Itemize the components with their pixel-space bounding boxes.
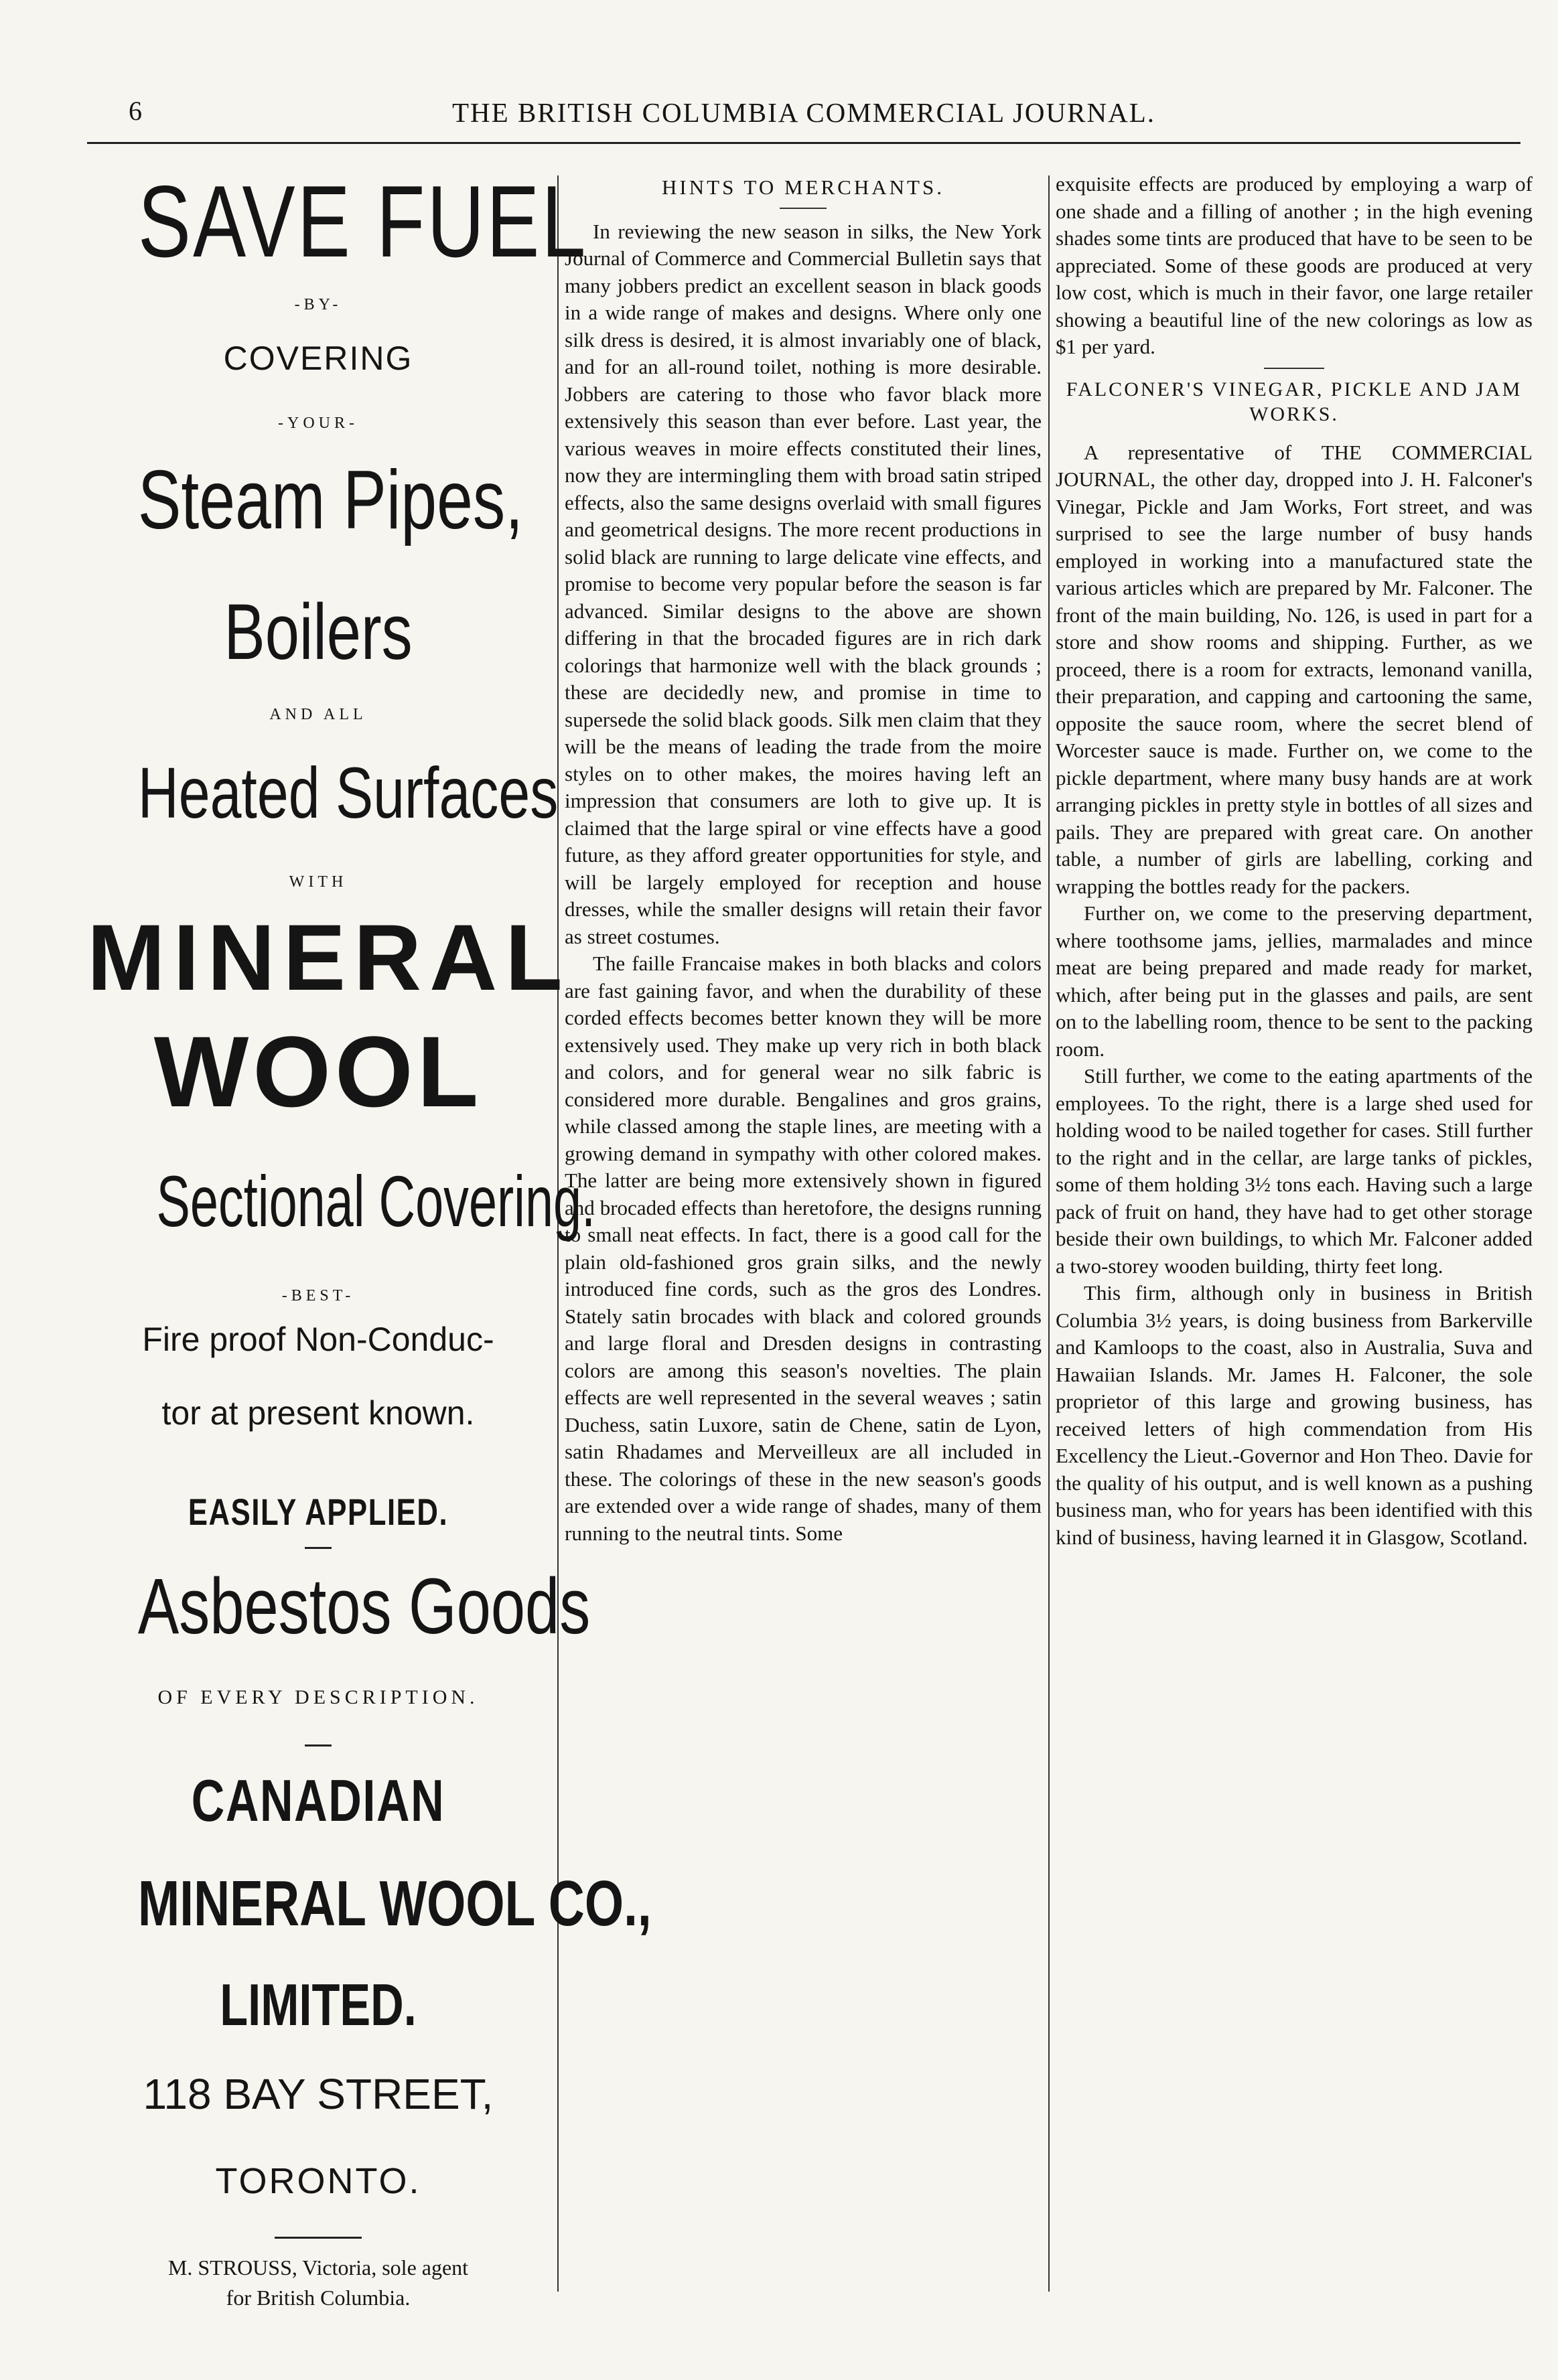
ad-asbestos-goods: Asbestos Goods <box>137 1562 591 1651</box>
ad-agent-line1: M. STROUSS, Victoria, sole agent <box>167 2255 469 2280</box>
hints-title: HINTS TO MERCHANTS. <box>662 175 944 199</box>
ad-city: TORONTO. <box>215 2161 421 2201</box>
ad-wool: WOOL <box>153 1015 483 1128</box>
falconer-paragraph: A representative of THE COMMERCIAL JOURNAL, the other day, dropped into J. H. Falconer's Vinegar, Pickle and Jam Works, Fort street, and was surprised to see the large number of busy hands employed in working into a manufactured state the various articles which are prepared by Mr. Falconer. The front of the main building, No. 126, is used in part for a store and show rooms and shipping. Further, as we proceed, there is a room for extracts, lemonand vanilla, their preparation, and capping and cartooning the same, opposite the sauce room, where the secret blend of Worcester sauce is made. Further on, we come to the pickle department, where many busy hands are at work arranging pickles in pretty style in bottles of all sizes and pails. They are prepared with great care. On another table, a number of girls are labelling, corking and wrapping the bottles ready for the packers. <box>1056 440 1533 898</box>
article-separator <box>1264 368 1324 369</box>
ad-dash-1 <box>305 1547 332 1549</box>
ad-mineral: MINERAL <box>87 905 571 1010</box>
journal-title: THE BRITISH COLUMBIA COMMERCIAL JOURNAL. <box>452 97 1155 128</box>
ad-boilers: Boilers <box>224 588 413 676</box>
ad-sectional-covering: Sectional Covering. <box>156 1161 596 1242</box>
ad-fireproof-line2: tor at present known. <box>161 1394 475 1432</box>
ad-steam-pipes: Steam Pipes, <box>137 454 524 546</box>
falconer-paragraph: Further on, we come to the preserving department, where toothsome jams, jellies, marmalades and mince meat are being prepared and made ready for market, which, after being put in the glasses and pails, are sent on to the labelling room, thence to be sent to the packing room. <box>1056 901 1533 1061</box>
ad-heated-surfaces: Heated Surfaces <box>137 752 559 833</box>
falconer-paragraph: This firm, although only in business in British Columbia 3½ years, is doing business from Barkerville and Kamloops to the coast, also in Australia, Suva and Hawaiian Islands. Mr. James H. Falconer, the sole proprietor of this large and growing business, has received letters of high commendation from His Excellency the Lieut.-Governor and Hon Theo. Davie for the quality of his output, and is well known as a pushing business man, who for years has been identified with this kind of business, having learned it in Glasgow, Scotland. <box>1056 1281 1533 1549</box>
ad-your: -YOUR- <box>278 415 358 432</box>
ad-mineral-wool-co: MINERAL WOOL CO., <box>137 1868 652 1939</box>
ad-canadian: CANADIAN <box>191 1767 445 1834</box>
hints-paragraph: In reviewing the new season in silks, the New York Journal of Commerce and Commercial Bulletin says that many jobbers predict an excellent season in black goods in a wide range of makes and designs. Where only one silk dress is desired, it is almost invariably one of black, and for an all-round toilet, nothing is more desirable. Jobbers are catering to those who favor black more extensively this season than ever before. Last year, the various weaves in moire effects constituted their lines, now they are intermingling them with broad satin striped effects, also the same designs overlaid with small figures and geometrical designs. The more recent productions in solid black are running to large delicate vine effects, and promise to become very popular before the season is far advanced. Similar designs to the above are shown differing in that the brocaded figures are in rich dark colorings that harmonize well with the black grounds ; these are decidedly new, and promise in time to supersede the solid black goods. Silk men claim that they will be the means of leading the trade from the moire styles on to other makes, the moires having left an impression that consumers are loth to give up. It is claimed that the large spiral or vine effects have a good future, as they afford greater opportunities for style, and will be largely employed for reception and house dresses, while the smaller designs will retain their favor as street costumes. <box>565 219 1042 948</box>
hints-title-rule <box>780 208 827 209</box>
third-column <box>1056 171 1533 2300</box>
ad-of-every-description: OF EVERY DESCRIPTION. <box>157 1686 479 1708</box>
ad-rule-bottom <box>275 2237 362 2239</box>
falconer-title: FALCONER'S VINEGAR, PICKLE AND JAM WORKS. <box>1066 378 1522 425</box>
ad-by: -BY- <box>294 296 342 313</box>
ad-covering: COVERING <box>223 340 413 377</box>
page-header <box>87 80 1520 141</box>
ad-and-all: AND ALL <box>269 706 367 723</box>
ad-limited: LIMITED. <box>220 1972 417 2038</box>
ad-fireproof-line1: Fire proof Non-Conduc- <box>142 1321 494 1358</box>
ad-best: -BEST- <box>281 1287 355 1305</box>
ad-easily-applied: EASILY APPLIED. <box>188 1491 449 1533</box>
ad-address: 118 BAY STREET, <box>143 2070 494 2118</box>
mineral-wool-advertisement <box>87 165 652 2310</box>
page-number: 6 <box>129 96 142 126</box>
falconer-paragraph: Still further, we come to the eating apartments of the employees. To the right, there is a large shed used for holding wood to be nailed together for cases. Still further to the right and in the cellar, are large tanks of pickles, some of them holding 3½ tons each. Having such a large pack of fruit on hand, they have had to get other storage beside their own buildings, to which Mr. Falconer added a two-storey wooden building, thirty feet long. <box>1056 1064 1533 1278</box>
column-divider-2 <box>1048 175 1050 2292</box>
hints-paragraph: The faille Francaise makes in both blacks and colors are fast gaining favor, and when the durability of these corded effects becomes better known they will be more extensively used. They make up very rich in both black and colors, and for general wear no silk fabric is considered more durable. Bengalines and gros grains, while classed among the staple lines, are meeting with a growing demand in sympathy with other colored makes. The latter are being more extensively shown in figured and brocaded effects than heretofore, the designs running to small neat effects. In fact, there is a good call for the plain old-fashioned gros grain silks, and the newly introduced fine cords, such as the gros des Londres. Stately satin brocades with black and colored grounds and large floral and Dresden designs in contrasting colors are among this season's novelties. The plain effects are well represented in the several weaves ; satin Duchess, satin Luxore, satin de Chene, satin de Lyon, satin Rhadames and Merveilleux are all included in these. The colorings of these in the new season's goods are extended over a wide range of shades, many of them running to the neutral tints. Some <box>565 952 1042 1545</box>
header-rule <box>87 142 1520 144</box>
ad-save-fuel: SAVE FUEL <box>137 165 588 279</box>
ad-agent-line2: for British Columbia. <box>226 2286 411 2310</box>
ad-dash-2 <box>305 1744 332 1746</box>
ad-with: WITH <box>289 873 348 891</box>
hints-continuation: exquisite effects are produced by employing a warp of one shade and a filling of another ; in the high evening shades some tints are produced that have to be seen to be appreciated. Some of these goods are produced at very low cost, which is much in their favor, one large retailer showing a beautiful line of the new colorings as low as $1 per yard. <box>1056 172 1533 358</box>
hints-to-merchants-column <box>565 171 1042 2300</box>
